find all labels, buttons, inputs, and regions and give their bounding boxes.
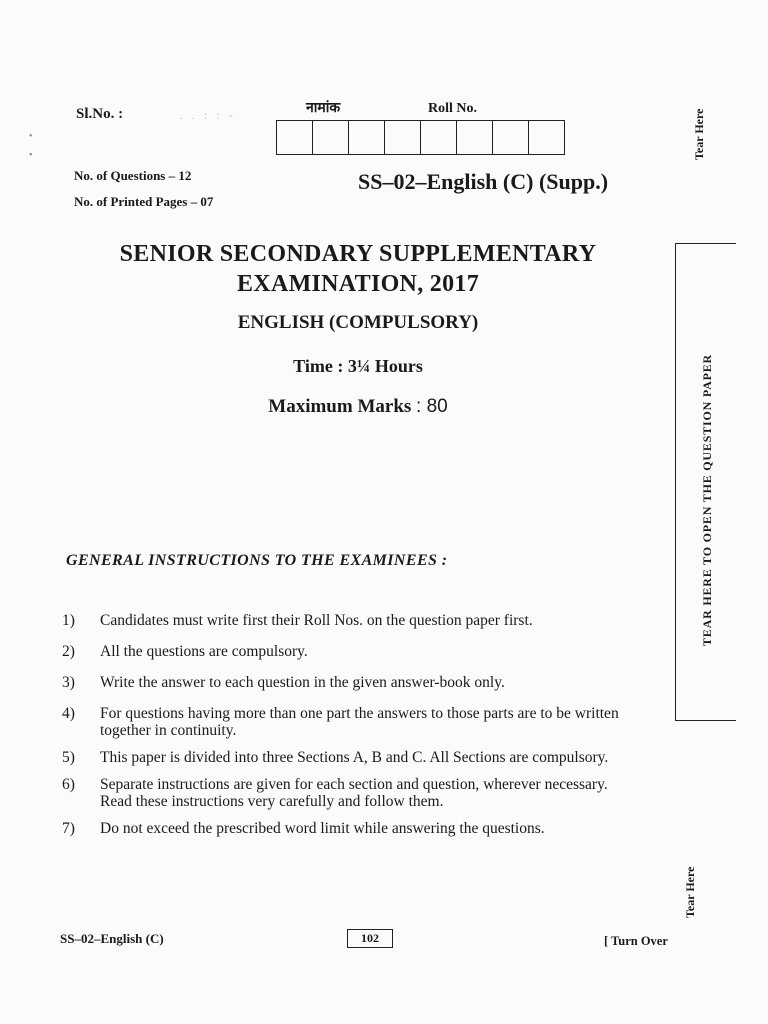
marks-label: Maximum Marks (268, 396, 412, 417)
instruction-text: All the questions are compulsory. (100, 643, 308, 660)
number-of-questions: No. of Questions – 12 (74, 168, 192, 183)
subject-title: ENGLISH (COMPULSORY) (237, 312, 479, 333)
roll-number-label: Roll No. (428, 101, 477, 116)
instruction-number: 7) (62, 820, 75, 837)
tear-here-bottom-label: Tear Here (683, 866, 697, 918)
roll-number-box[interactable] (420, 121, 456, 154)
instruction-item (62, 776, 642, 810)
time-value: : 3¼ Hours (337, 356, 423, 376)
roll-number-box[interactable] (348, 121, 384, 154)
instruction-number: 5) (62, 749, 75, 766)
roll-number-boxes[interactable] (276, 120, 565, 155)
roll-number-box[interactable] (528, 121, 564, 154)
tear-instruction-label: TEAR HERE TO OPEN THE QUESTION PAPER (700, 354, 714, 646)
maximum-marks (0, 396, 716, 418)
instructions-list (62, 612, 642, 851)
number-of-printed-pages: No. of Printed Pages – 07 (74, 194, 214, 209)
margin-speck: • (29, 150, 33, 161)
tear-here-top-label: Tear Here (692, 108, 706, 160)
instruction-text: For questions having more than one part the answers to those parts are to be written together in continuity. (100, 705, 619, 739)
serial-number-label: Sl.No. : (76, 106, 124, 122)
instruction-number: 1) (62, 612, 75, 629)
roll-number-box[interactable] (492, 121, 528, 154)
roll-number-box[interactable] (456, 121, 492, 154)
instruction-number: 2) (62, 643, 75, 660)
instruction-item (62, 674, 642, 691)
serial-number-value: . . : : - (180, 108, 236, 122)
instruction-text: Candidates must write first their Roll Nos. on the question paper first. (100, 612, 533, 629)
roll-number-box[interactable] (277, 121, 312, 154)
exam-title-line1: SENIOR SECONDARY SUPPLEMENTARY (119, 241, 597, 267)
instruction-text: Do not exceed the prescribed word limit while answering the questions. (100, 820, 545, 837)
roll-number-box[interactable] (384, 121, 420, 154)
margin-speck: • (29, 131, 33, 142)
footer-paper-code: SS–02–English (C) (60, 931, 164, 946)
roll-number-box[interactable] (312, 121, 348, 154)
instruction-item (62, 705, 642, 739)
instruction-item (62, 612, 642, 629)
roll-number-hindi-label: नामांक (306, 100, 341, 116)
instruction-number: 6) (62, 776, 75, 793)
instruction-number: 4) (62, 705, 75, 722)
instruction-text: Write the answer to each question in the given answer-book only. (100, 674, 505, 691)
time-allowed (0, 356, 716, 377)
instruction-text: Separate instructions are given for each section and question, wherever necessary. Read these instructions very carefully and follow them. (100, 776, 608, 810)
instruction-item (62, 749, 642, 766)
instruction-number: 3) (62, 674, 75, 691)
instruction-text: This paper is divided into three Sections A, B and C. All Sections are compulsory. (100, 749, 609, 766)
time-label: Time (293, 356, 333, 376)
paper-code: SS–02–English (C) (Supp.) (358, 169, 609, 194)
marks-value: : 80 (416, 396, 448, 417)
instruction-item (62, 820, 642, 837)
exam-title-line2: EXAMINATION, 2017 (237, 271, 479, 297)
footer-page-number: 102 (347, 929, 393, 948)
instructions-heading: GENERAL INSTRUCTIONS TO THE EXAMINEES : (66, 552, 448, 569)
instruction-item (62, 643, 642, 660)
footer-turn-over: [ Turn Over (604, 934, 668, 948)
